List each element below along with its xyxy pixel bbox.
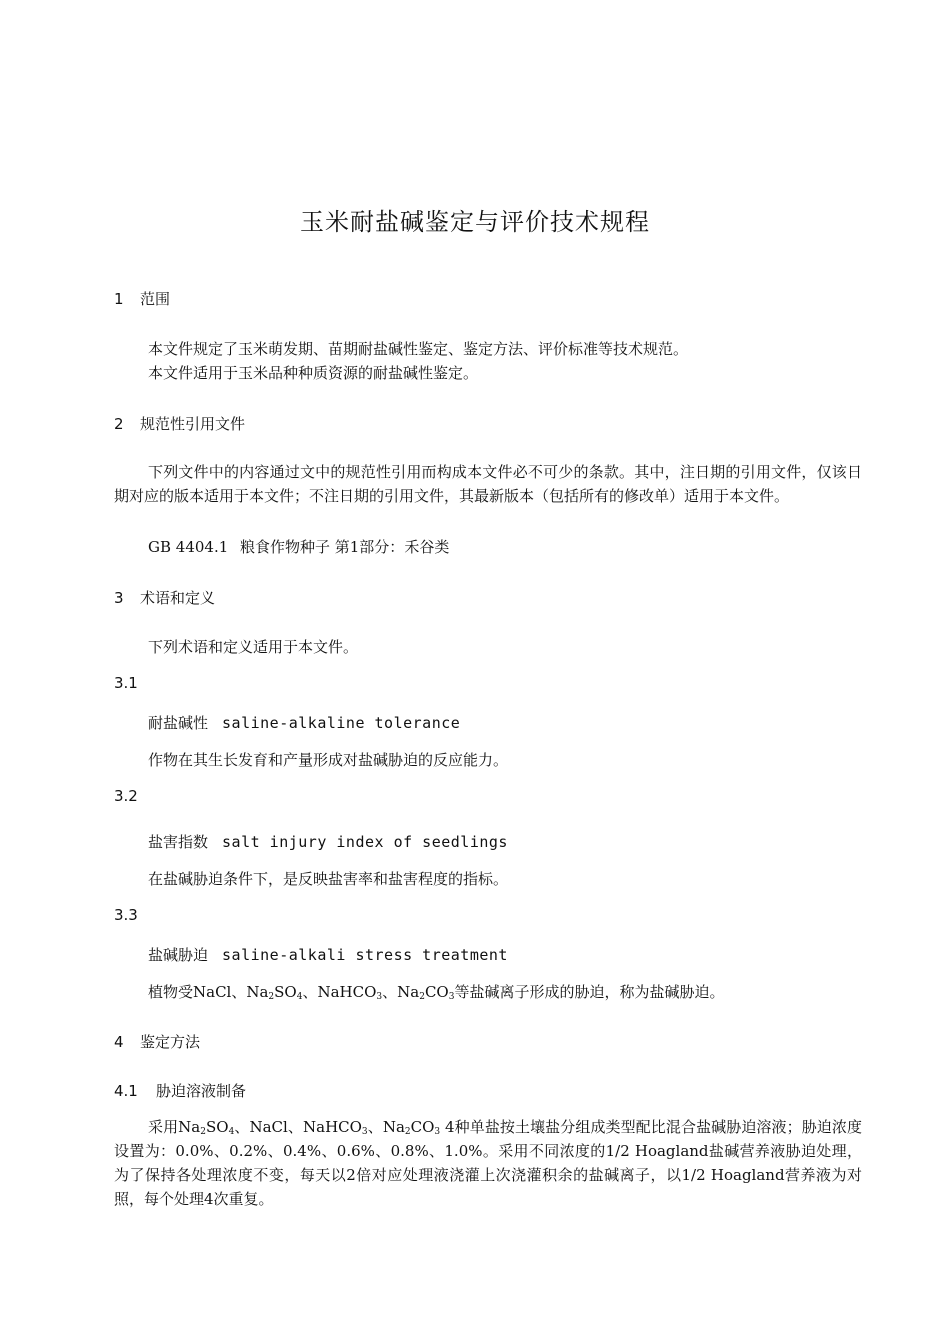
term-entry [148,944,508,965]
subsection-title: 胁迫溶液制备 [156,1082,247,1100]
term-definition: 植物受NaCl、$Na_2SO_4$、NaHCO$_3$、$Na_2CO_3$等盐碱离子形成的胁迫，称为盐碱胁迫。 [148,983,725,1002]
section-title: 鉴定方法 [140,1033,201,1051]
reference-entry [148,536,449,557]
term-definition: 在盐碱胁迫条件下，是反映盐害率和盐害程度的指标。 [148,870,509,888]
normative-references-paragraph: 下列文件中的内容通过文中的规范性引用而构成本文件必不可少的条款。其中，注日期的引用文件，仅该日期对应的版本适用于本文件；不注日期的引用文件，其最新版本（包括所有的修改单）适用于本文件。 [114,463,862,505]
document-title: 玉米耐盐碱鉴定与评价技术规程 [300,208,650,236]
term-entry [148,831,508,852]
section-title: 术语和定义 [140,589,216,607]
subsection-number: 4.1 [114,1082,138,1100]
scope-paragraph-1: 本文件规定了玉米萌发期、苗期耐盐碱性鉴定、鉴定方法、评价标准等技术规范。 [148,340,689,358]
term-chinese: 盐碱胁迫 [148,946,209,964]
section-3-heading [114,587,215,608]
term-english: salt injury index of seedlings [222,833,508,851]
section-2-heading [114,413,245,434]
term-chinese: 耐盐碱性 [148,714,209,732]
term-number: 3.2 [114,787,138,805]
reference-title: 粮食作物种子 第1部分：禾谷类 [240,538,450,556]
section-title: 规范性引用文件 [140,415,246,433]
term-number: 3.3 [114,906,138,924]
section-title: 范围 [140,290,171,308]
stress-solution-paragraph: 采用$Na_2SO_4$、NaCl、NaHCO$_3$、$Na_2CO_3$ 4种单盐按土壤盐分组成类型配比混合盐碱胁迫溶液；胁迫浓度设置为：0.0%、0.2%、0.4%、0.6%、0.8%、1.0%。采用不同浓度的1/2 Hoagland盐碱营养液胁迫处理，为了保持各处理浓度不变，每天以2倍对应处理液浇灌上次浇灌积余的盐碱离子，以1/2 Hoagland营养液为对照，每个处理4次重复。 [114,1118,862,1208]
section-1-heading [114,288,170,309]
section-number: 2 [114,415,124,433]
section-number: 3 [114,589,124,607]
term-english: saline-alkali stress treatment [222,946,508,964]
term-number: 3.1 [114,674,138,692]
subsection-4-1-heading [114,1080,246,1101]
term-english: saline-alkaline tolerance [222,714,461,732]
terms-intro: 下列术语和定义适用于本文件。 [148,638,359,656]
term-chinese: 盐害指数 [148,833,209,851]
term-entry [148,712,460,733]
section-number: 4 [114,1033,124,1051]
term-definition: 作物在其生长发育和产量形成对盐碱胁迫的反应能力。 [148,751,509,769]
section-4-heading [114,1031,200,1052]
section-number: 1 [114,290,124,308]
scope-paragraph-2: 本文件适用于玉米品种种质资源的耐盐碱性鉴定。 [148,364,479,382]
reference-code: GB 4404.1 [148,538,229,556]
